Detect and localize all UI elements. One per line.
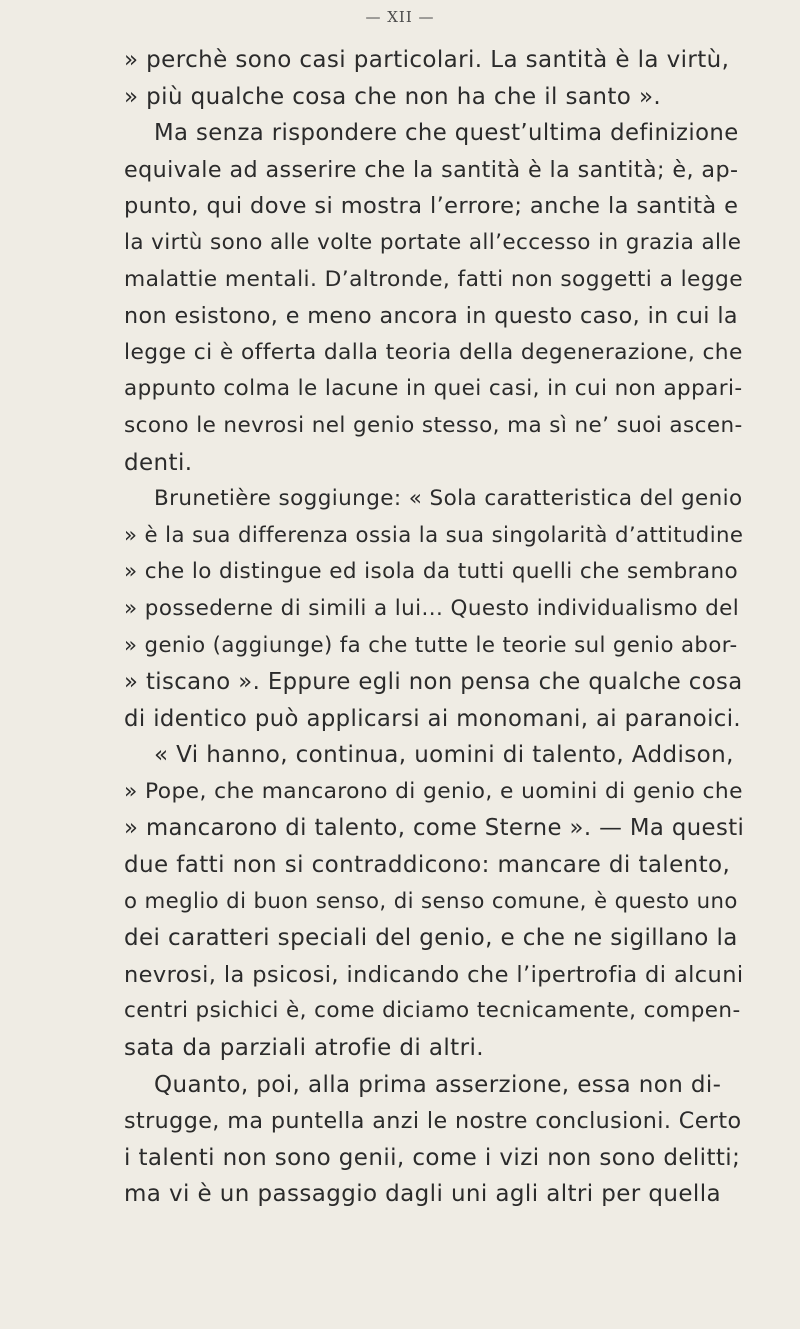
text-line: punto, qui dove si mostra l’errore; anche la santità e [124, 193, 739, 220]
text-line: legge ci è offerta dalla teoria della degenerazione, che [124, 339, 743, 365]
text-line: » che lo distingue ed isola da tutti quelli che sembrano [124, 559, 739, 585]
text-line: nevrosi, la psicosi, indicando che l’ipertrofia di alcuni [124, 961, 744, 988]
text-line: « Vi hanno, continua, uomini di talento, Addison, [154, 742, 734, 769]
text-line: Ma senza rispondere che quest’ultima definizione [154, 120, 739, 147]
text-line: scono le nevrosi nel genio stesso, ma sì ne’ suoi ascen- [124, 412, 743, 438]
text-line: o meglio di buon senso, di senso comune, è questo uno [124, 888, 738, 914]
text-line: denti. [124, 449, 193, 476]
text-line: centri psichici è, come diciamo tecnicamente, compen- [124, 998, 741, 1024]
text-line: » è la sua differenza ossia la sua singolarità d’attitudine [124, 522, 744, 548]
text-line: » perchè sono casi particolari. La santità è la virtù, [124, 47, 730, 73]
body-text [124, 42, 744, 1213]
text-line: di identico può applicarsi ai monomani, ai paranoici. [124, 705, 742, 732]
text-line: » tiscano ». Eppure egli non pensa che qualche cosa [124, 669, 743, 696]
text-line: ma vi è un passaggio dagli uni agli altri per quella [124, 1181, 721, 1208]
text-line: » genio (aggiunge) fa che tutte le teorie sul genio abor- [124, 632, 738, 658]
text-line: dei caratteri speciali del genio, e che ne sigillano la [124, 925, 738, 952]
text-line: » Pope, che mancarono di genio, e uomini di genio che [124, 778, 743, 804]
text-line: malattie mentali. D’altronde, fatti non soggetti a legge [124, 266, 744, 292]
text-line: i talenti non sono genii, come i vizi non sono delitti; [124, 1144, 741, 1171]
text-line: » possederne di simili a lui... Questo individualismo del [124, 595, 740, 621]
text-line: equivale ad asserire che la santità è la santità; è, ap- [124, 156, 739, 183]
text-line: » più qualche cosa che non ha che il santo ». [124, 83, 662, 110]
text-line: due fatti non si contraddicono: mancare di talento, [124, 852, 731, 879]
text-line: Brunetière soggiunge: « Sola caratteristica del genio [154, 486, 743, 512]
page-number: — XII — [365, 8, 435, 26]
text-line: sata da parziali atrofie di altri. [124, 1035, 484, 1062]
text-line: strugge, ma puntella anzi le nostre conclusioni. Certo [124, 1108, 742, 1135]
text-line: Quanto, poi, alla prima asserzione, essa non di- [154, 1071, 722, 1098]
text-line: non esistono, e meno ancora in questo caso, in cui la [124, 303, 738, 330]
text-line: » mancarono di talento, come Sterne ». — Ma questi [124, 815, 744, 842]
text-line: appunto colma le lacune in quei casi, in cui non appari- [124, 376, 743, 402]
text-line: la virtù sono alle volte portate all’eccesso in grazia alle [124, 229, 742, 255]
